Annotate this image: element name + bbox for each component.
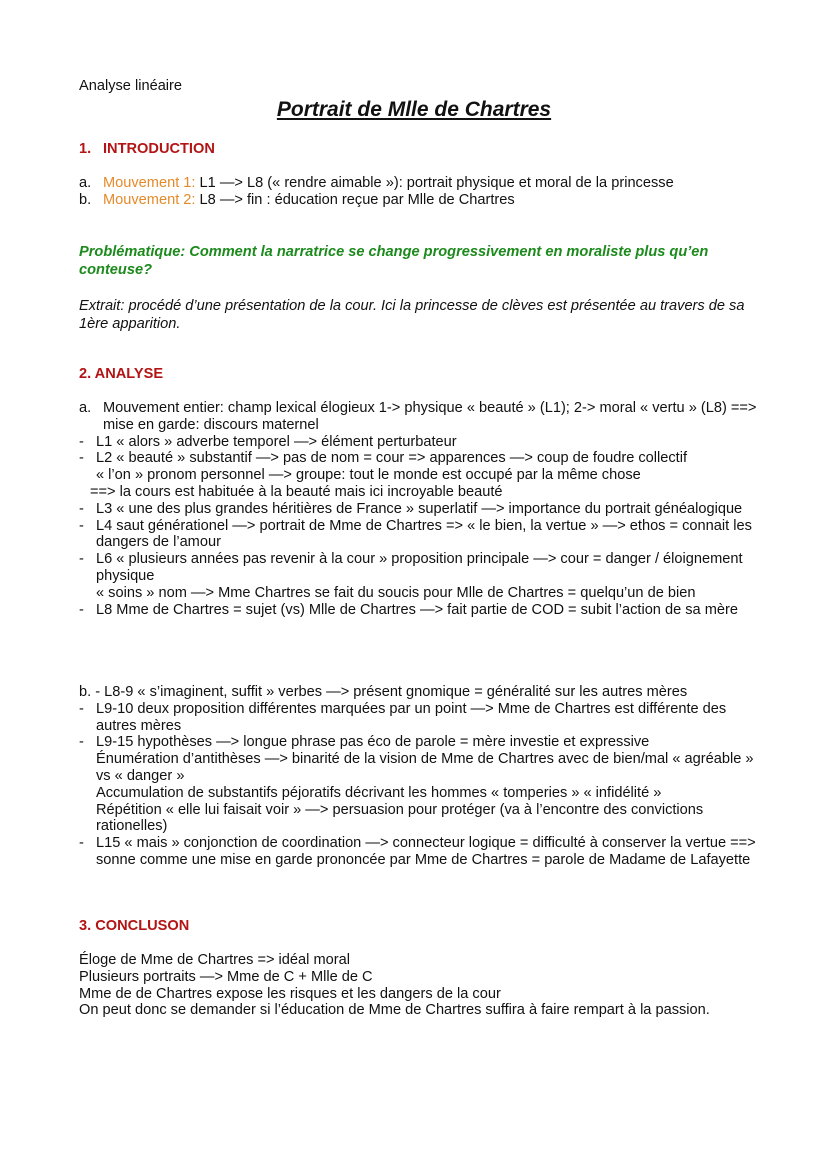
movement-text: L1 —> L8 (« rendre aimable »): portrait physique et moral de la princesse	[195, 175, 674, 191]
movement-text: L8 —> fin : éducation reçue par Mlle de Chartres	[195, 192, 515, 208]
list-item-line: L1 « alors » adverbe temporel —> élément perturbateur	[96, 433, 457, 450]
list-item: - L2 « beauté » substantif —> pas de nom = cour => apparences —> coup de foudre collectif « l’on » pronom personnel —> groupe: tout le monde est occupé par la même chose ==> la cours est habituée à la beauté mais ici incroyable beauté	[79, 450, 759, 500]
list-item-line: ==> la cours est habituée à la beauté mais ici incroyable beauté	[90, 483, 503, 500]
list-item: - L9-15 hypothèses —> longue phrase pas éco de parole = mère investie et expressive Énumération d’antithèses —> binarité de la vision de Mme de Chartres avec de bien/mal « agréable » vs « danger » Accumulation de substantifs péjoratifs décrivant les hommes « tomperies » « infidélité » Répétition « elle lui faisait voir » —> persuasion pour protéger (va à l’encontre des convictions rationelles)	[79, 734, 759, 835]
analyse-part-b	[79, 684, 759, 869]
list-item-line: L9-15 hypothèses —> longue phrase pas éco de parole = mère investie et expressive	[96, 734, 650, 751]
list-item-line: L6 « plusieurs années pas revenir à la cour » proposition principale —> cour = danger / éloignement physique	[96, 551, 743, 584]
list-item-line: Énumération d’antithèses —> binarité de la vision de Mme de Chartres avec de bien/mal « agréable » vs « danger »	[96, 751, 754, 784]
list-item: - L3 « une des plus grandes héritières de France » superlatif —> importance du portrait généalogique	[79, 501, 759, 518]
conclusion-line: Plusieurs portraits —> Mme de C + Mlle de C	[79, 968, 373, 985]
list-item-line: Accumulation de substantifs péjoratifs décrivant les hommes « tomperies » « infidélité »	[96, 784, 662, 801]
list-item: - L6 « plusieurs années pas revenir à la cour » proposition principale —> cour = danger / éloignement physique « soins » nom —> Mme Chartres se fait du soucis pour Mlle de Chartres = quelqu’un de bien	[79, 551, 759, 601]
part-a-lead	[79, 400, 759, 434]
introduction-heading	[79, 141, 215, 158]
list-item: - L9-10 deux proposition différentes marquées par un point —> Mme de Chartres est différente des autres mères	[79, 701, 759, 735]
conclusion-line: Mme de de Chartres expose les risques et les dangers de la cour	[79, 985, 501, 1002]
movement-marker: a.	[79, 175, 92, 191]
list-item-line: « soins » nom —> Mme Chartres se fait du soucis pour Mlle de Chartres = quelqu’un de bien	[96, 584, 696, 601]
list-item-line: « l’on » pronom personnel —> groupe: tout le monde est occupé par la même chose	[96, 467, 641, 484]
analyse-heading: 2. ANALYSE	[79, 366, 164, 382]
part-a-lead-text: Mouvement entier: champ lexical élogieux 1-> physique « beauté » (L1); 2-> moral « vertu » (L8) ==> mise en garde: discours maternel	[103, 400, 757, 433]
conclusion-heading: 3. CONCLUSON	[79, 918, 190, 934]
page-title: Portrait de Mlle de Chartres	[276, 98, 552, 121]
list-item-line: L9-10 deux proposition différentes marquées par un point —> Mme de Chartres est différente des autres mères	[96, 700, 727, 734]
conclusion-line: Éloge de Mme de Chartres => idéal moral	[79, 952, 350, 968]
list-item: - L1 « alors » adverbe temporel —> élément perturbateur	[79, 434, 759, 451]
list-item-line: L3 « une des plus grandes héritières de France » superlatif —> importance du portrait généalogique	[96, 500, 743, 517]
introduction-number: 1.	[79, 141, 92, 157]
document-label: Analyse linéaire	[79, 78, 183, 94]
list-item-line: L4 saut générationel —> portrait de Mme de Chartres => « le bien, la vertue » —> ethos = connait les dangers de l’amour	[96, 517, 752, 551]
list-item: - L4 saut générationel —> portrait de Mme de Chartres => « le bien, la vertue » —> ethos = connait les dangers de l’amour	[79, 518, 759, 552]
list-item-line: L8 Mme de Chartres = sujet (vs) Mlle de Chartres —> fait partie de COD = subit l’action de sa mère	[96, 601, 738, 618]
conclusion-line: On peut donc se demander si l’éducation de Mme de Chartres suffira à faire rempart à la passion.	[79, 1002, 710, 1019]
analyse-part-a	[79, 400, 759, 618]
problematique: Problématique: Comment la narratrice se change progressivement en moraliste plus qu’en conteuse?	[79, 244, 709, 278]
list-item-line: L15 « mais » conjonction de coordination —> connecteur logique = difficulté à conserver la vertue ==> sonne comme une mise en garde prononcée par Mme de Chartres = parole de Madame de Lafayette	[96, 835, 756, 868]
movement-2	[79, 192, 515, 209]
list-item-line: Répétition « elle lui faisait voir » —> persuasion pour protéger (va à l’encontre des convictions rationelles)	[96, 801, 704, 835]
list-item-line: L2 « beauté » substantif —> pas de nom = cour => apparences —> coup de foudre collectif	[96, 450, 688, 467]
movement-label: Mouvement 1:	[103, 175, 196, 191]
list-item: - L8 Mme de Chartres = sujet (vs) Mlle de Chartres —> fait partie de COD = subit l’action de sa mère	[79, 602, 759, 619]
movement-1	[79, 175, 674, 192]
movement-label: Mouvement 2:	[103, 192, 196, 208]
part-b-lead	[79, 684, 759, 701]
part-b-lead-text: - L8-9 « s’imaginent, suffit » verbes —> présent gnomique = généralité sur les autres mères	[91, 684, 688, 700]
introduction-heading-text: INTRODUCTION	[103, 141, 215, 157]
conclusion-body	[79, 952, 779, 1019]
movement-marker: b.	[79, 192, 92, 208]
part-a-marker: a.	[79, 400, 92, 416]
extrait: Extrait: procédé d’une présentation de la cour. Ici la princesse de clèves est présentée au travers de sa 1ère apparition.	[79, 298, 745, 332]
part-b-marker: b.	[79, 684, 92, 700]
list-item: - L15 « mais » conjonction de coordination —> connecteur logique = difficulté à conserver la vertue ==> sonne comme une mise en garde prononcée par Mme de Chartres = parole de Madame de Lafayette	[79, 835, 759, 869]
